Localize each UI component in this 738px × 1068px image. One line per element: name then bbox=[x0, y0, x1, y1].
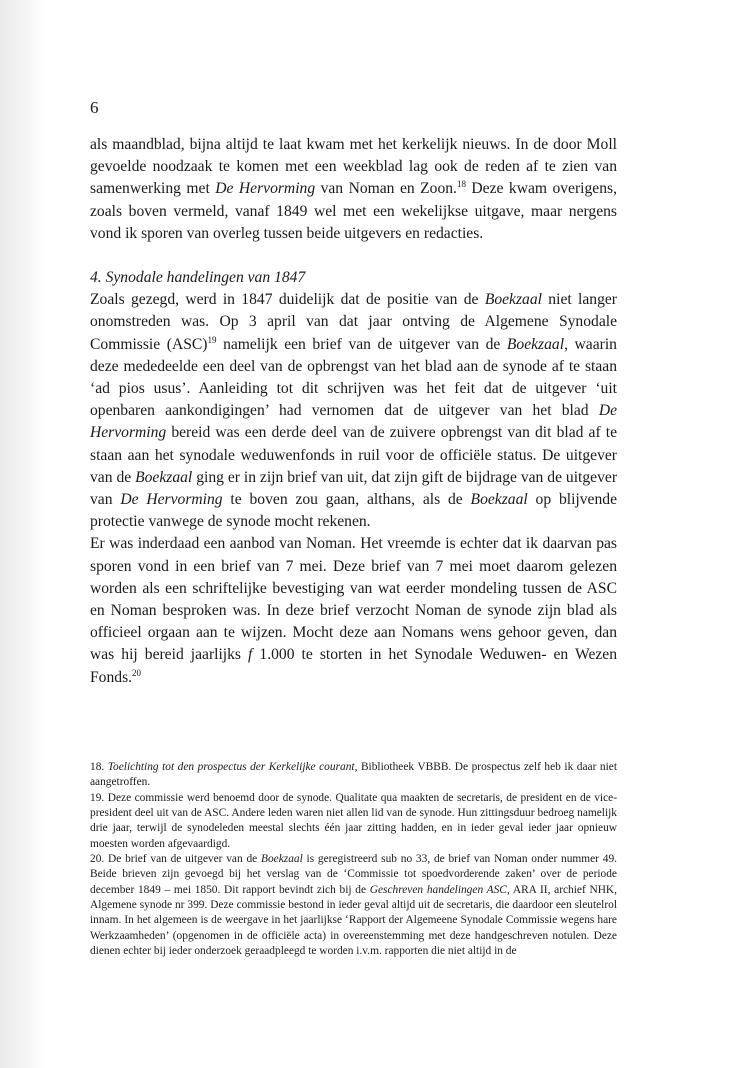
paragraph-gap bbox=[90, 245, 617, 267]
text-run: 1.000 te storten in het Synodale Weduwen- en Wezen Fonds. bbox=[90, 646, 618, 686]
footnote-number: 20. bbox=[90, 853, 109, 866]
text-run: bereid was een derde deel van de zuivere opbrengst van dit blad af te staan aan het synodale weduwenfonds in ruil voor de officiële status. De uitgever van de bbox=[90, 424, 617, 486]
italic-title: De Hervorming bbox=[215, 180, 316, 198]
page-edge-shadow bbox=[0, 0, 46, 1068]
italic-title: De Hervorming bbox=[120, 491, 223, 509]
footnote-19 bbox=[90, 791, 617, 852]
italic-title: De Hervorming bbox=[90, 402, 617, 442]
italic-title: Boekzaal bbox=[506, 335, 565, 353]
footnote-ref-20[interactable]: 20 bbox=[132, 667, 142, 678]
text-run: , waarin deze mededeelde een deel van de opbrengst van het blad aan de synode af te staan ‘ad pios usus’. Aanleiding tot dit schrijven was het feit dat de uitgever ‘uit openbaren aankondigingen’ had vernomen dat de uitgever van het blad bbox=[90, 335, 617, 420]
page-number: 6 bbox=[90, 98, 99, 117]
footnote-ref-18[interactable]: 18 bbox=[456, 179, 466, 190]
paragraph bbox=[90, 134, 617, 245]
section-heading: 4. Synodale handelingen van 1847 bbox=[90, 269, 306, 287]
italic-title: Boekzaal bbox=[470, 491, 528, 509]
footnote-20 bbox=[90, 852, 617, 959]
text-run: op blijvende protectie vanwege de synode mocht rekenen. bbox=[90, 491, 617, 531]
footnote-number: 18. bbox=[90, 761, 108, 773]
italic-title: Boekzaal bbox=[135, 468, 193, 486]
footnote-ref-19[interactable]: 19 bbox=[207, 334, 217, 345]
text-run: te boven zou gaan, althans, als de bbox=[222, 491, 471, 509]
text-run: Er was inderdaad een aanbod van Noman. Het vreemde is echter dat ik daarvan pas sporen vond in een brief van 7 mei. Deze brief van 7 mei moet daarom gelezen worden als een schriftelijke bevestiging van wat eerder mondeling tussen de ASC en Noman besproken was. In deze brief verzocht Noman de synode zijn blad als officieel orgaan aan te wijzen. Mocht deze aan Nomans wens gehoor geven, dan was hij bereid jaarlijks bbox=[90, 535, 617, 664]
italic-title: Boekzaal bbox=[261, 853, 303, 866]
text-run: ging er in zijn brief van uit, dat zijn gift de bijdrage van de uitgever van bbox=[90, 468, 618, 509]
footnotes bbox=[90, 760, 617, 959]
text-run: als maandblad, bijna altijd te laat kwam met het kerkelijk nieuws. In de door Moll gevoelde noodzaak te komen met een weekblad lag ook de reden af te zien van samenwerking met bbox=[90, 136, 617, 198]
footnote-18 bbox=[90, 760, 617, 791]
text-run: Bibliotheek VBBB. De prospectus zelf heb ik daar niet aangetroffen. bbox=[90, 761, 617, 789]
footnote-number: 19. bbox=[90, 791, 108, 804]
main-text bbox=[90, 134, 617, 689]
italic-title: Toelichting tot den prospectus der Kerkelijke courant, bbox=[107, 761, 358, 773]
text-run: Deze commissie werd benoemd door de synode. Qualitate qua maakten de secretaris, de president en de vice-president deel uit van de ASC. Andere leden waren niet allen lid van de synode. Hun zittingsduur bedroeg namelijk drie jaar, terwijl de synodeleden meestal slechts één jaar zitting hadden, en in ieder geval ieder jaar opnieuw moesten worden afgevaardigd. bbox=[90, 791, 617, 850]
text-run: is geregistreerd sub no 33, de brief van Noman onder nummer 49. Beide brieven zijn gevoegd bij het verslag van de ‘Commissie tot spoedvorderende zaken’ over de periode december 1849 – mei 1850. Dit rapport bevindt zich bij de bbox=[90, 853, 617, 896]
currency-symbol: f bbox=[248, 646, 253, 664]
italic-title: Boekzaal bbox=[484, 291, 542, 309]
text-run: niet langer onomstreden was. Op 3 april van dat jaar ontving de Algemene Synodale Commissie (ASC) bbox=[90, 291, 617, 353]
paragraph bbox=[90, 533, 617, 688]
italic-title: Geschreven handelingen ASC, bbox=[369, 883, 510, 896]
text-run: De brief van de uitgever van de bbox=[108, 853, 261, 866]
text-run: Zoals gezegd, werd in 1847 duidelijk dat de positie van de bbox=[90, 291, 485, 309]
text-run: ARA II, archief NHK, Algemene synode nr 399. Deze commissie bestond in ieder geval altijd uit de secretaris, die daardoor een sleutelrol innam. In het algemeen is de weergave in het jaarlijkse ‘Rapport der Algemeene Synodale Commissie wegens hare Werkzaamheden’ (opgenomen in de officiële acta) in overeenstemming met deze handgeschreven notulen. Deze dienen echter bij ieder onderzoek geraadpleegd te worden i.v.m. rapporten die niet altijd in de bbox=[90, 883, 618, 958]
paragraph bbox=[90, 289, 617, 533]
text-run: namelijk een brief van de uitgever van de bbox=[216, 335, 507, 353]
text-run: Deze kwam overigens, zoals boven vermeld, vanaf 1849 wel met een wekelijkse uitgave, maar nergens vond ik sporen van overleg tussen beide uitgevers en redacties. bbox=[90, 180, 617, 242]
text-run: van Noman en Zoon. bbox=[315, 180, 457, 198]
